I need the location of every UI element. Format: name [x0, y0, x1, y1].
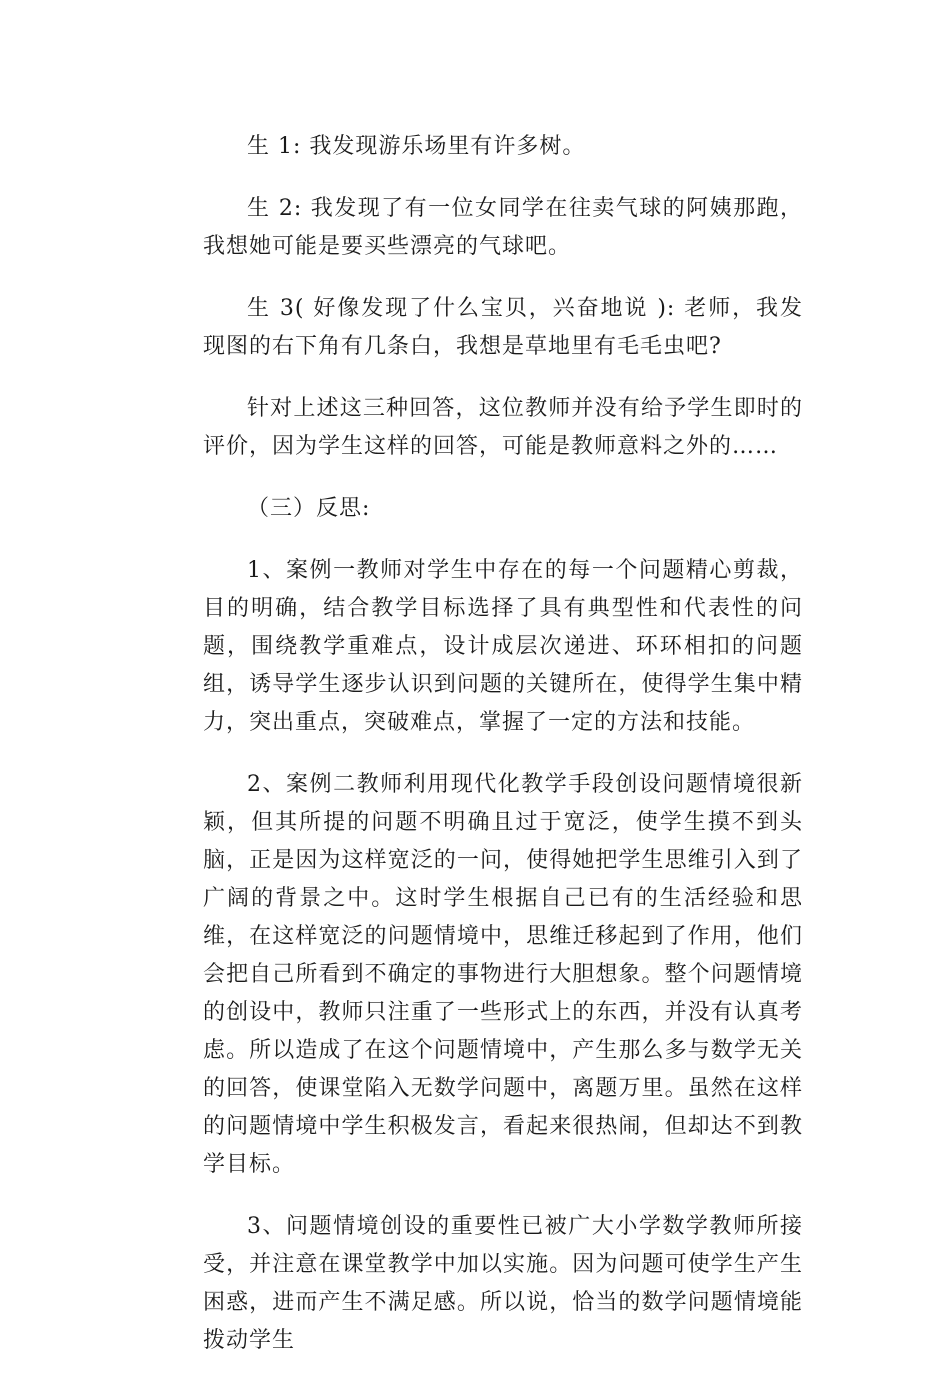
- paragraph-reflection-2: 2、案例二教师利用现代化教学手段创设问题情境很新颖，但其所提的问题不明确且过于宽泛，使学生摸不到头脑，正是因为这样宽泛的一问，使得她把学生思维引入到了广阔的背景之中。这时学生根据自己已有的生活经验和思维，在这样宽泛的问题情境中，思维迁移起到了作用，他们会把自己所看到不确定的事物进行大胆想象。整个问题情境的创设中，教师只注重了一些形式上的东西，并没有认真考虑。所以造成了在这个问题情境中，产生那么多与数学无关的回答，使课堂陷入无数学问题中，离题万里。虽然在这样的问题情境中学生积极发言，看起来很热闹，但却达不到教学目标。: [203, 772, 803, 1177]
- paragraph-student-2: 生 2: 我发现了有一位女同学在往卖气球的阿姨那跑，我想她可能是要买些漂亮的气球吧。: [203, 196, 803, 259]
- paragraph-student-3: 生 3( 好像发现了什么宝贝，兴奋地说 ): 老师，我发现图的右下角有几条白，我想是草地里有毛毛虫吧?: [203, 296, 803, 359]
- section-heading-reflection: （三）反思:: [247, 496, 371, 521]
- paragraph-reflection-3: 3、问题情境创设的重要性已被广大小学数学教师所接受，并注意在课堂教学中加以实施。因为问题可使学生产生困惑，进而产生不满足感。所以说，恰当的数学问题情境能拨动学生: [203, 1214, 803, 1353]
- paragraph-reflection-1: 1、案例一教师对学生中存在的每一个问题精心剪裁，目的明确，结合教学目标选择了具有典型性和代表性的问题，围绕教学重难点，设计成层次递进、环环相扣的问题组，诱导学生逐步认识到问题的关键所在，使得学生集中精力，突出重点，突破难点，掌握了一定的方法和技能。: [203, 558, 803, 735]
- paragraph-student-1: 生 1: 我发现游乐场里有许多树。: [247, 134, 586, 159]
- paragraph-teacher-response: 针对上述这三种回答，这位教师并没有给予学生即时的评价，因为学生这样的回答，可能是教师意料之外的……: [203, 396, 803, 459]
- document-body: [203, 128, 803, 1384]
